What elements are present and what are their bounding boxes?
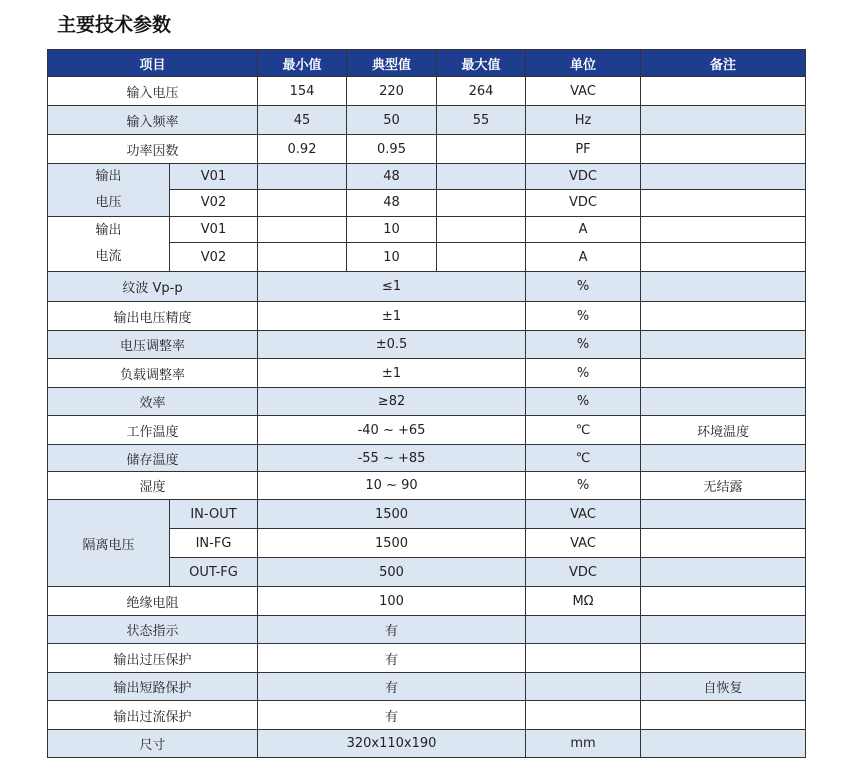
- note-value: [641, 388, 806, 416]
- spec-table: [47, 49, 806, 758]
- label-line: 输出: [95, 223, 122, 238]
- merged-value: 1500: [258, 500, 526, 529]
- label-line: 电流: [95, 249, 122, 264]
- merged-value: ≤1: [258, 272, 526, 302]
- row-label-output-current: [48, 217, 170, 272]
- max-value: 55: [437, 106, 526, 135]
- merged-value: 有: [258, 616, 526, 644]
- typ-value: 10: [347, 217, 437, 243]
- table-row: [48, 445, 806, 472]
- unit-value: %: [526, 272, 641, 302]
- unit-value: [526, 673, 641, 701]
- row-label: 输出电压精度: [48, 302, 258, 331]
- row-label: 绝缘电阻: [48, 587, 258, 616]
- row-label: 湿度: [48, 472, 258, 500]
- unit-value: ℃: [526, 416, 641, 445]
- table-row: [48, 587, 806, 616]
- note-value: [641, 445, 806, 472]
- min-value: [258, 164, 347, 190]
- note-value: [641, 558, 806, 587]
- merged-value: ±1: [258, 302, 526, 331]
- note-value: [641, 500, 806, 529]
- table-row: [48, 272, 806, 302]
- unit-value: PF: [526, 135, 641, 164]
- unit-value: VAC: [526, 500, 641, 529]
- row-label: 工作温度: [48, 416, 258, 445]
- table-row: [48, 302, 806, 331]
- note-value: 自恢复: [641, 673, 806, 701]
- note-value: [641, 189, 806, 216]
- row-label: 电压调整率: [48, 331, 258, 359]
- header-item: 项目: [48, 50, 258, 77]
- note-value: [641, 644, 806, 673]
- sub-label: V01: [170, 164, 258, 190]
- row-label: 输入频率: [48, 106, 258, 135]
- table-row: [48, 331, 806, 359]
- unit-value: ℃: [526, 445, 641, 472]
- typ-value: 50: [347, 106, 437, 135]
- table-row: [48, 701, 806, 730]
- merged-value: ±1: [258, 359, 526, 388]
- note-value: [641, 106, 806, 135]
- unit-value: mm: [526, 730, 641, 758]
- row-label: 储存温度: [48, 445, 258, 472]
- note-value: [641, 217, 806, 243]
- unit-value: %: [526, 472, 641, 500]
- note-value: [641, 272, 806, 302]
- note-value: [641, 701, 806, 730]
- merged-value: ≥82: [258, 388, 526, 416]
- table-row: [48, 388, 806, 416]
- note-value: [641, 164, 806, 190]
- merged-value: 100: [258, 587, 526, 616]
- table-row: [48, 217, 806, 243]
- note-value: 无结露: [641, 472, 806, 500]
- table-row: [48, 106, 806, 135]
- row-label: 输入电压: [48, 77, 258, 106]
- sub-label: V02: [170, 243, 258, 272]
- max-value: [437, 217, 526, 243]
- merged-value: 500: [258, 558, 526, 587]
- unit-value: [526, 616, 641, 644]
- table-row: [48, 359, 806, 388]
- sub-label: V01: [170, 217, 258, 243]
- typ-value: 48: [347, 189, 437, 216]
- merged-value: -55 ~ +85: [258, 445, 526, 472]
- min-value: 154: [258, 77, 347, 106]
- typ-value: 48: [347, 164, 437, 190]
- table-row: [48, 730, 806, 758]
- unit-value: MΩ: [526, 587, 641, 616]
- note-value: [641, 331, 806, 359]
- label-line: 电压: [95, 195, 122, 210]
- min-value: 0.92: [258, 135, 347, 164]
- unit-value: [526, 644, 641, 673]
- typ-value: 10: [347, 243, 437, 272]
- row-label: 纹波 Vp-p: [48, 272, 258, 302]
- merged-value: 有: [258, 673, 526, 701]
- note-value: [641, 587, 806, 616]
- merged-value: 1500: [258, 529, 526, 558]
- typ-value: 0.95: [347, 135, 437, 164]
- note-value: [641, 359, 806, 388]
- table-row: [48, 164, 806, 190]
- unit-value: [526, 701, 641, 730]
- sub-label: OUT-FG: [170, 558, 258, 587]
- note-value: [641, 243, 806, 272]
- row-label-isolation: 隔离电压: [48, 500, 170, 587]
- max-value: [437, 164, 526, 190]
- merged-value: 10 ~ 90: [258, 472, 526, 500]
- max-value: [437, 243, 526, 272]
- min-value: [258, 217, 347, 243]
- unit-value: %: [526, 359, 641, 388]
- unit-value: %: [526, 302, 641, 331]
- row-label: 状态指示: [48, 616, 258, 644]
- min-value: [258, 189, 347, 216]
- unit-value: VDC: [526, 558, 641, 587]
- sub-label: V02: [170, 189, 258, 216]
- typ-value: 220: [347, 77, 437, 106]
- row-label: 功率因数: [48, 135, 258, 164]
- header-max: 最大值: [437, 50, 526, 77]
- label-line: 输出: [95, 169, 122, 184]
- page-title: 主要技术参数: [57, 14, 172, 36]
- row-label: 尺寸: [48, 730, 258, 758]
- row-label: 效率: [48, 388, 258, 416]
- max-value: [437, 189, 526, 216]
- merged-value: -40 ~ +65: [258, 416, 526, 445]
- table-row: [48, 616, 806, 644]
- min-value: [258, 243, 347, 272]
- header-unit: 单位: [526, 50, 641, 77]
- note-value: [641, 529, 806, 558]
- note-value: 环境温度: [641, 416, 806, 445]
- unit-value: VDC: [526, 189, 641, 216]
- table-row: [48, 644, 806, 673]
- row-label: 输出过压保护: [48, 644, 258, 673]
- note-value: [641, 616, 806, 644]
- unit-value: VAC: [526, 77, 641, 106]
- merged-value: 320x110x190: [258, 730, 526, 758]
- note-value: [641, 302, 806, 331]
- note-value: [641, 77, 806, 106]
- max-value: 264: [437, 77, 526, 106]
- table-row: [48, 77, 806, 106]
- row-label: 输出过流保护: [48, 701, 258, 730]
- unit-value: VDC: [526, 164, 641, 190]
- merged-value: ±0.5: [258, 331, 526, 359]
- unit-value: VAC: [526, 529, 641, 558]
- unit-value: A: [526, 243, 641, 272]
- table-row: [48, 472, 806, 500]
- row-label: 输出短路保护: [48, 673, 258, 701]
- row-label-output-voltage: [48, 164, 170, 217]
- header-min: 最小值: [258, 50, 347, 77]
- unit-value: A: [526, 217, 641, 243]
- header-typ: 典型值: [347, 50, 437, 77]
- unit-value: %: [526, 388, 641, 416]
- merged-value: 有: [258, 701, 526, 730]
- unit-value: %: [526, 331, 641, 359]
- header-note: 备注: [641, 50, 806, 77]
- note-value: [641, 135, 806, 164]
- table-row: [48, 500, 806, 529]
- sub-label: IN-FG: [170, 529, 258, 558]
- min-value: 45: [258, 106, 347, 135]
- table-row: [48, 673, 806, 701]
- table-header-row: [48, 50, 806, 77]
- table-row: [48, 416, 806, 445]
- note-value: [641, 730, 806, 758]
- table-row: [48, 135, 806, 164]
- max-value: [437, 135, 526, 164]
- unit-value: Hz: [526, 106, 641, 135]
- merged-value: 有: [258, 644, 526, 673]
- sub-label: IN-OUT: [170, 500, 258, 529]
- row-label: 负载调整率: [48, 359, 258, 388]
